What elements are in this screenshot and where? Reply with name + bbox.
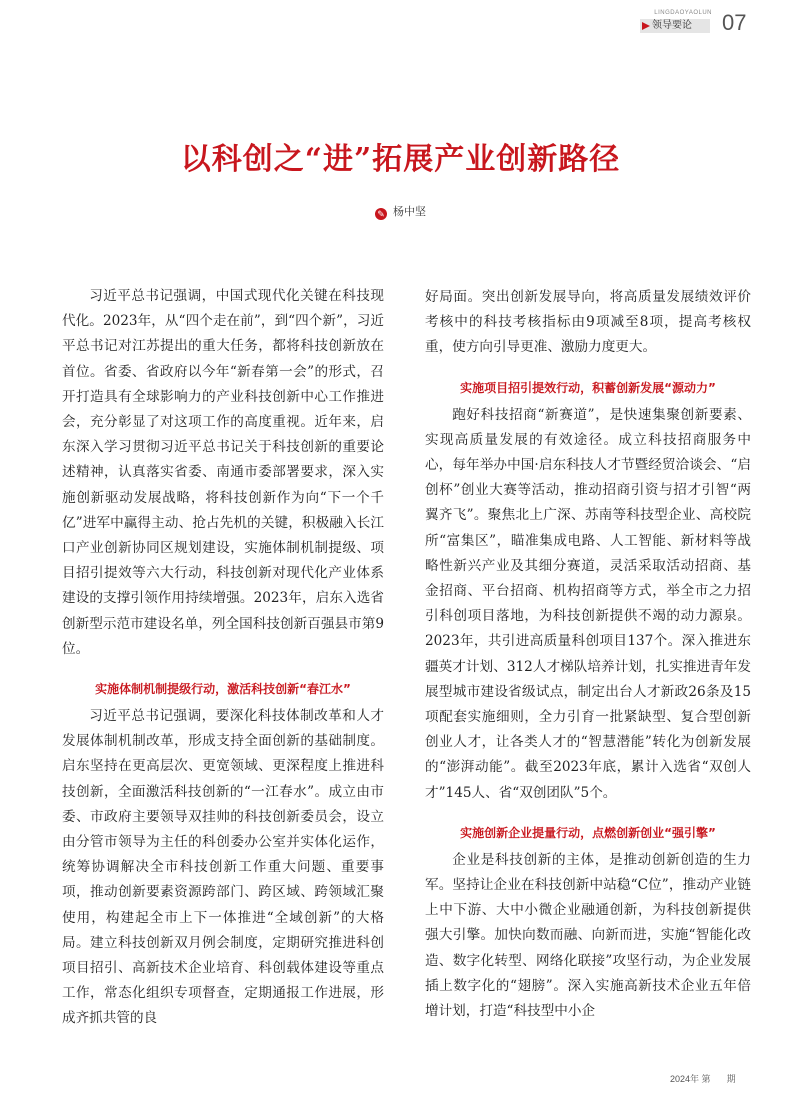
byline (0, 203, 801, 220)
section-header-label: 领导要论 (652, 20, 692, 31)
section2-paragraph: 跑好科技招商“新赛道”，是快速集聚创新要素、实现高质量发展的有效途径。成立科技招商服务中心，每年举办中国·启东科技人才节暨经贸洽谈会、“启创杯”创业大赛等活动，推动招商引资与招才引智“两翼齐飞”。聚焦北上广深、苏南等科技型企业、高校院所“富集区”，瞄准集成电路、人工智能、新材料等战略性新兴产业及其细分赛道，灵活采取活动招商、基金招商、平台招商、机构招商等方式，举全市之力招引科创项目落地，为科技创新提供不竭的动力源泉。2023年，共引进高质量科创项目137个。深入推进东疆英才计划、312人才梯队培养计划，扎实推进青年发展型城市建设省级试点，制定出台人才新政26条及15项配套实施细则，全力引育一批紧缺型、复合型创新创业人才，让各类人才的“智慧潜能”转化为创新发展的“澎湃动能”。截至2023年底，累计入选省“双创人才”145人、省“双创团队”5个。 (425, 406, 751, 801)
section3-heading: 实施创新企业提量行动，点燃创新创业“强引擎” (460, 825, 716, 840)
footer-year: 2024年 (670, 1074, 700, 1084)
article-title: 以科创之“进”拓展产业创新路径 (180, 142, 621, 177)
left-column (62, 284, 384, 1032)
section-header-en: LINGDAOYAOLUN (654, 10, 712, 16)
section-header-tag (640, 19, 710, 33)
section3-paragraph: 企业是科技创新的主体，是推动创新创造的生力军。坚持让企业在科技创新中站稳“C位”，推动产业链上中下游、大中小微企业融通创新，为科技创新提供强大引擎。加快向数而融、向新而进，实施“智能化改造、数字化转型、网络化联接”攻坚行动，为企业发展插上数字化的“翅膀”。深入实施高新技术企业五年倍增计划，打造“科技型中小企 (425, 851, 751, 1020)
footer-issue-suffix: 期 (726, 1074, 736, 1084)
flag-icon (642, 22, 650, 30)
section1-heading: 实施体制机制提级行动，激活科技创新“春江水” (95, 682, 351, 697)
footer-issue-prefix: 第 (701, 1074, 711, 1084)
section2-heading: 实施项目招引提效行动，积蓄创新发展“源动力” (460, 380, 716, 395)
section1-paragraph-continued: 好局面。突出创新发展导向，将高质量发展绩效评价考核中的科技考核指标由9项减至8项，提高考核权重，使方向引导更准、激励力度更大。 (425, 289, 751, 356)
author-name: 杨中坚 (393, 206, 426, 218)
pen-icon: ✎ (375, 208, 387, 220)
right-column (425, 285, 751, 1024)
intro-paragraph: 习近平总书记强调，中国式现代化关键在科技现代化。2023年，从“四个走在前”，到“四个新”，习近平总书记对江苏提出的重大任务，都将科技创新放在首位。省委、省政府以今年“新春第一会”的形式，召开打造具有全球影响力的产业科技创新中心工作推进会，充分彰显了对这项工作的高度重视。近年来，启东深入学习贯彻习近平总书记关于科技创新的重要论述精神，认真落实省委、南通市委部署要求，深入实施创新驱动发展战略，将科技创新作为向“下一个千亿”进军中赢得主动、抢占先机的关键，积极融入长江口产业创新协同区规划建设，实施体制机制提级、项目招引提效等六大行动，科技创新对现代化产业体系建设的支撑引领作用持续增强。2023年，启东入选省创新型示范市建设名单，列全国科技创新百强县市第9位。 (62, 288, 384, 657)
section1-paragraph: 习近平总书记强调，要深化科技体制改革和人才发展体制机制改革，形成支持全面创新的基础制度。启东坚持在更高层次、更宽领域、更深程度上推进科技创新，全面激活科技创新的“一江春水”。成立由市委、市政府主要领导双挂帅的科技创新委员会，设立由分管市领导为主任的科创委办公室并实体化运作，统筹协调解决全市科技创新工作重大问题、重要事项，推动创新要素资源跨部门、跨区域、跨领域汇聚使用，构建起全市上下一体推进“全域创新”的大格局。建立科技创新双月例会制度，定期研究推进科创项目招引、高新技术企业培育、科创载体建设等重点工作，常态化组织专项督查，定期通报工作进展，形成齐抓共管的良 (62, 708, 384, 1027)
page-footer (670, 1072, 736, 1085)
page-number: 07 (722, 10, 747, 35)
